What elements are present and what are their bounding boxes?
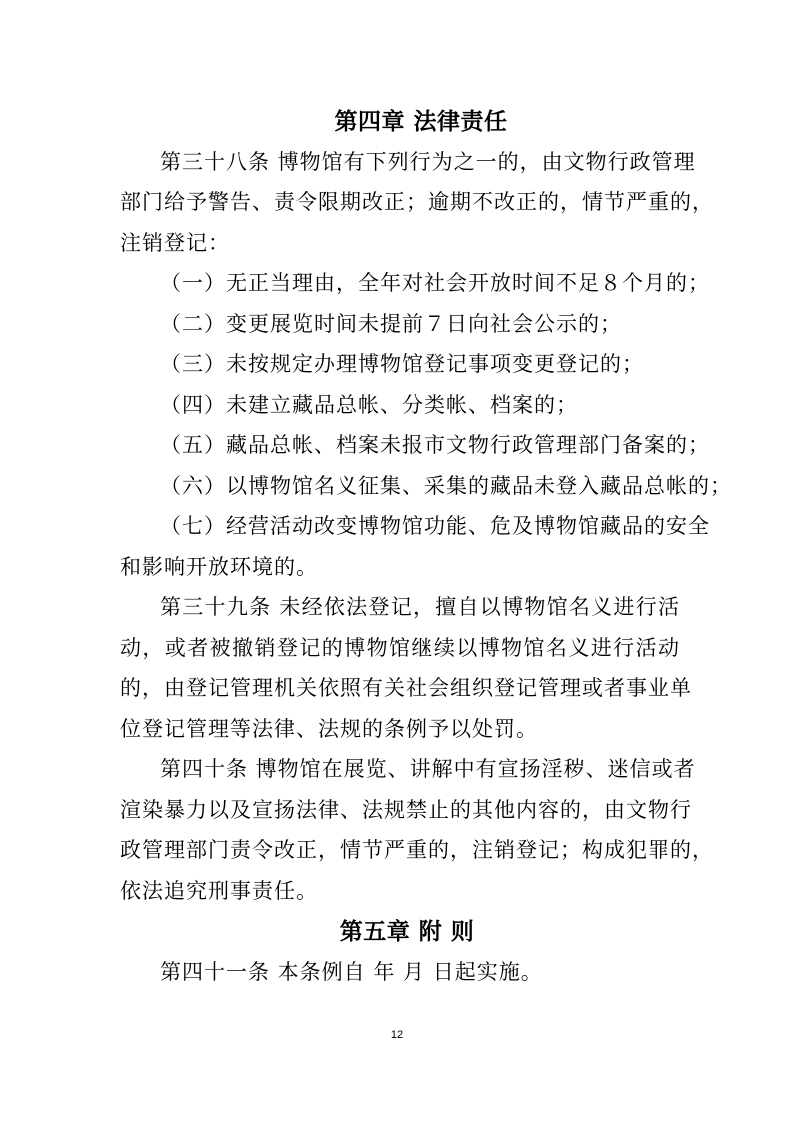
article-40-line-4: 依法追究刑事责任。	[120, 879, 318, 903]
article-38-item-2: （二）变更展览时间未提前７日向社会公示的；	[160, 312, 622, 336]
article-38-line-3: 注销登记：	[120, 231, 230, 255]
chapter-5-heading: 第五章 附 则	[339, 919, 475, 945]
article-38-line-2: 部门给予警告、责令限期改正；逾期不改正的，情节严重的，	[120, 190, 714, 214]
article-38-item-1: （一）无正当理由，全年对社会开放时间不足８个月的；	[160, 271, 710, 295]
article-39-line-4: 位登记管理等法律、法规的条例予以处罚。	[120, 717, 538, 741]
article-39-line-3: 的，由登记管理机关依照有关社会组织登记管理或者事业单	[120, 676, 692, 700]
article-39-line-1: 第三十九条 未经依法登记，擅自以博物馆名义进行活	[160, 595, 680, 619]
chapter-4-heading: 第四章 法律责任	[334, 109, 508, 135]
article-40-line-1: 第四十条 博物馆在展览、讲解中有宣扬淫秽、迷信或者	[160, 757, 696, 781]
article-38-item-6: （六）以博物馆名义征集、采集的藏品未登入藏品总帐的；	[160, 474, 732, 498]
article-38-item-5: （五）藏品总帐、档案未报市文物行政管理部门备案的；	[160, 433, 710, 457]
article-40-line-3: 政管理部门责令改正，情节严重的，注销登记；构成犯罪的，	[120, 838, 714, 862]
article-38-line-1: 第三十八条 博物馆有下列行为之一的，由文物行政管理	[160, 150, 696, 174]
article-38-item-7: （七）经营活动改变博物馆功能、危及博物馆藏品的安全	[160, 514, 710, 538]
page-number: 12	[390, 1029, 404, 1041]
article-40-line-2: 渲染暴力以及宣扬法律、法规禁止的其他内容的，由文物行	[120, 798, 692, 822]
article-41-line-1: 第四十一条 本条例自 年 月 日起实施。	[160, 960, 543, 984]
article-38-item-4: （四）未建立藏品总帐、分类帐、档案的；	[160, 393, 578, 417]
article-38-item-3: （三）未按规定办理博物馆登记事项变更登记的；	[160, 352, 644, 376]
article-38-item-7-continued: 和影响开放环境的。	[120, 555, 318, 579]
article-39-line-2: 动，或者被撤销登记的博物馆继续以博物馆名义进行活动	[120, 636, 680, 660]
